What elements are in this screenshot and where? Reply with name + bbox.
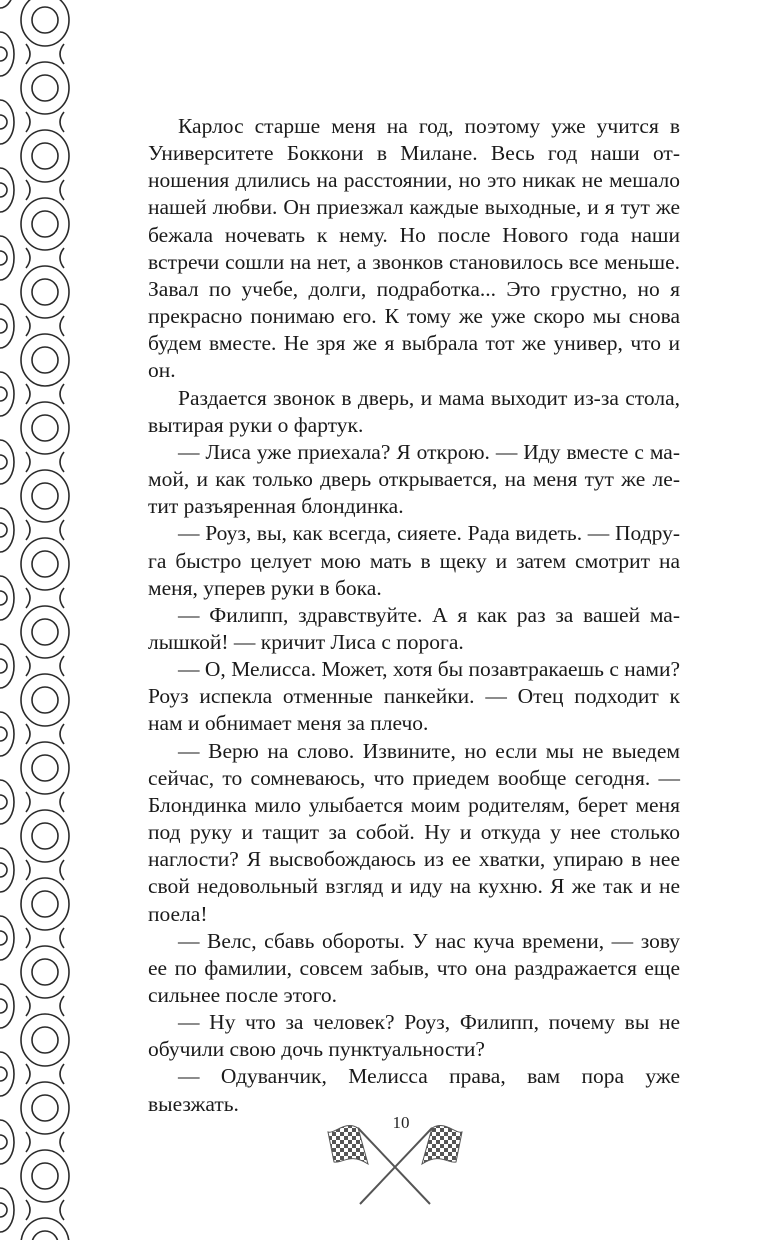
- paragraph: — Велс, сбавь обороты. У нас куча времени, — зову ее по фамилии, совсем забыв, что она раздражается еще сильнее после этого.: [148, 928, 680, 1007]
- chain-pin-icon: [0, 727, 7, 741]
- checkered-flags-icon: [320, 1112, 470, 1222]
- chain-link-icon: [21, 810, 69, 862]
- paragraph: — Ну что за человек? Роуз, Филипп, почему вы не обучили свою дочь пунктуальности?: [148, 1010, 680, 1062]
- chain-pin-icon: [32, 75, 58, 101]
- chain-link-icon: [21, 1218, 69, 1240]
- chain-pin-icon: [0, 591, 7, 605]
- chain-pin-icon: [32, 279, 58, 305]
- chain-pin-icon: [0, 1135, 7, 1149]
- chain-pin-icon: [32, 1163, 58, 1189]
- chain-plate-icon: [26, 1064, 64, 1084]
- paragraph: — Одуванчик, Мелисса права, вам пора уже выезжать.: [148, 1064, 680, 1116]
- chain-plate-icon: [26, 384, 64, 404]
- chain-pin-icon: [32, 143, 58, 169]
- chain-link-icon: [21, 266, 69, 318]
- chain-link-icon: [21, 334, 69, 386]
- chain-pin-icon: [32, 687, 58, 713]
- chain-plate-icon: [26, 656, 64, 676]
- paragraph: — Верю на слово. Извините, но если мы не выедем сейчас, то сомневаюсь, что приедем вообще сегодня. — Блондинка мило улыбается моим родителям, берет меня под руку и тащит за собой. Ну и откуда у нее столько наглости? Я высвобождаюсь из ее хватки, упираю в нее свой недовольный взгляд и иду на кухню. Я же так и не поела!: [148, 738, 680, 926]
- chain-plate-icon: [26, 588, 64, 608]
- chain-pin-icon: [0, 931, 7, 945]
- chain-pin-icon: [0, 251, 7, 265]
- chain-pin-icon: [0, 863, 7, 877]
- chain-link-icon: [21, 878, 69, 930]
- chain-pin-icon: [32, 483, 58, 509]
- chain-link-icon: [21, 198, 69, 250]
- chain-pin-icon: [0, 999, 7, 1013]
- chain-plate-icon: [26, 860, 64, 880]
- chain-pin-icon: [0, 47, 7, 61]
- chain-plate-icon: [26, 724, 64, 744]
- chain-pin-icon: [32, 823, 58, 849]
- chain-pin-icon: [0, 1203, 7, 1217]
- chain-plate-icon: [26, 180, 64, 200]
- chain-pin-icon: [32, 1027, 58, 1053]
- chain-plate-icon: [26, 44, 64, 64]
- chain-link-icon: [21, 470, 69, 522]
- chain-plate-icon: [26, 928, 64, 948]
- chain-link-icon: [0, 0, 14, 8]
- chain-plate-icon: [26, 248, 64, 268]
- chain-pin-icon: [32, 1095, 58, 1121]
- chain-pin-icon: [0, 319, 7, 333]
- chain-pin-icon: [0, 387, 7, 401]
- chain-pin-icon: [0, 659, 7, 673]
- chain-link-icon: [21, 1014, 69, 1066]
- chain-pin-icon: [0, 183, 7, 197]
- chain-plate-icon: [26, 112, 64, 132]
- chain-pin-icon: [32, 211, 58, 237]
- chain-plate-icon: [26, 792, 64, 812]
- chain-pin-icon: [32, 1231, 58, 1240]
- paragraph: — Лиса уже приехала? Я открою. — Иду вместе с мамой, и как только дверь открывается, на меня тут же летит разъяренная блондинка.: [148, 439, 680, 519]
- chain-plate-icon: [26, 1132, 64, 1152]
- paragraph: — Роуз, вы, как всегда, сияете. Рада видеть. — Подруга быстро целует мою мать в щеку и затем смотрит на меня, уперев руки в бока.: [148, 521, 680, 600]
- chain-link-icon: [21, 62, 69, 114]
- chain-pin-icon: [0, 523, 7, 537]
- page-number: 10: [392, 1113, 410, 1132]
- chain-link-icon: [21, 130, 69, 182]
- chain-pin-icon: [32, 755, 58, 781]
- chain-link-icon: [21, 1082, 69, 1134]
- chain-pin-icon: [32, 619, 58, 645]
- chain-pin-icon: [32, 959, 58, 985]
- chain-pin-icon: [32, 7, 58, 33]
- chain-link-icon: [21, 606, 69, 658]
- chain-link-icon: [21, 538, 69, 590]
- chain-plate-icon: [26, 520, 64, 540]
- paragraph: — Филипп, здравствуйте. А я как раз за вашей малышкой! — кричит Лиса с порога.: [148, 602, 680, 654]
- chain-plate-icon: [26, 452, 64, 472]
- chain-link-icon: [21, 946, 69, 998]
- chain-pin-icon: [32, 415, 58, 441]
- chain-pin-icon: [0, 1067, 7, 1081]
- paragraph: Раздается звонок в дверь, и мама выходит из-за стола, вытирая руки о фартук.: [148, 385, 680, 437]
- chain-pin-icon: [32, 551, 58, 577]
- paragraph: — О, Мелисса. Может, хотя бы позавтракаешь с нами? Роуз испекла отменные панкейки. — Отец подходит к нам и обнимает меня за плечо.: [148, 657, 680, 736]
- chain-border-icon: [0, 0, 110, 1240]
- chain-link-icon: [21, 402, 69, 454]
- chain-plate-icon: [26, 1200, 64, 1220]
- chain-link-icon: [21, 742, 69, 794]
- paragraph: Карлос старше меня на год, поэтому уже учится в Университете Боккони в Милане. Весь год наши отношения длились на расстоянии, но это никак не мешало нашей любви. Он приезжал каждые выходные, и я тут же бежала ночевать к нему. Но после Нового года наши встречи сошли на нет, а звонков становилось все меньше. Завал по учебе, долги, подработка... Это грустно, но я прекрасно понимаю его. К тому же уже скоро мы снова будем вместе. Не зря же я выбрала тот же универ, что и он.: [148, 114, 680, 383]
- chain-pin-icon: [0, 795, 7, 809]
- chain-pin-icon: [0, 115, 7, 129]
- chain-pin-icon: [32, 891, 58, 917]
- chain-pin-icon: [0, 455, 7, 469]
- chain-plate-icon: [26, 996, 64, 1016]
- chain-pin-icon: [32, 347, 58, 373]
- chain-plate-icon: [26, 316, 64, 336]
- chain-link-icon: [21, 1150, 69, 1202]
- chain-link-icon: [21, 674, 69, 726]
- body-text: [148, 113, 680, 1118]
